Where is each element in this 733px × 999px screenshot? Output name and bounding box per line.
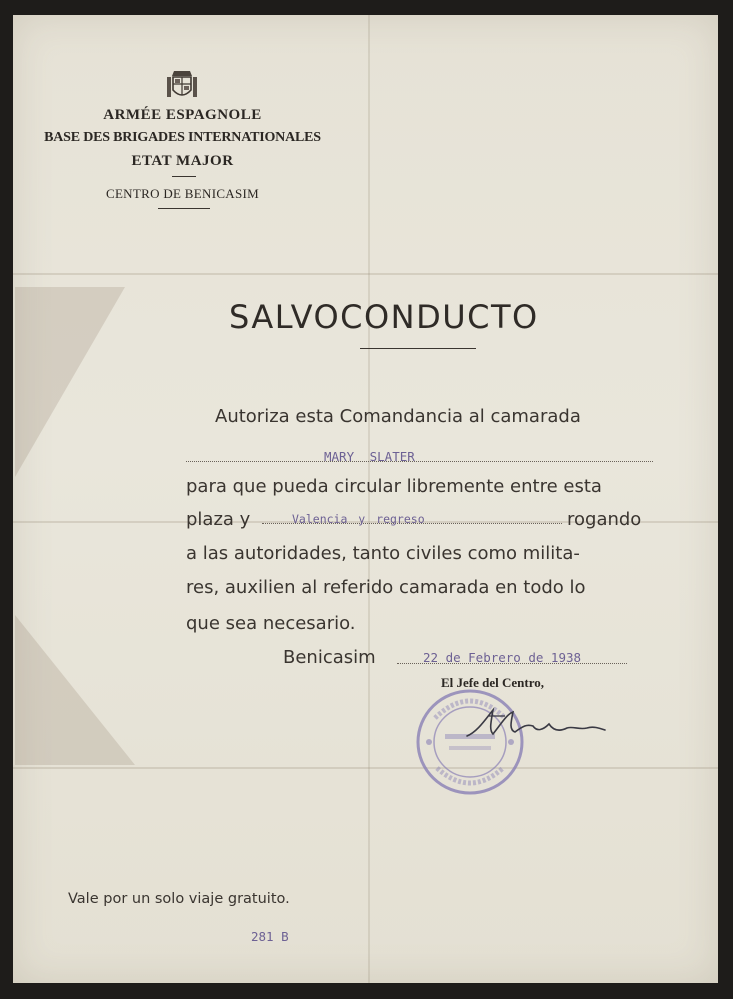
title-underline: [360, 348, 476, 349]
body-line-3-end: rogando: [567, 509, 642, 530]
body-line-5: res, auxilien al referido camarada en todo lo: [186, 577, 586, 598]
place: Benicasim: [283, 647, 376, 668]
body-line-4: a las autoridades, tanto civiles como milita-: [186, 543, 580, 564]
date: 22 de Febrero de 1938: [423, 650, 582, 665]
paper-stain: [15, 287, 125, 477]
header-army: ARMÉE ESPAGNOLE: [103, 107, 262, 123]
reference-number: 281 B: [251, 929, 289, 944]
fold-line: [368, 15, 370, 983]
destination: Valencia y regreso: [292, 512, 425, 526]
paper-stain: [15, 615, 135, 765]
signature-mark: [463, 702, 608, 746]
signatory-title: El Jefe del Centro,: [441, 675, 545, 690]
document-title: SALVOCONDUCTO: [229, 298, 539, 336]
body-line-3-start: plaza y: [186, 509, 251, 530]
header-base: BASE DES BRIGADES INTERNATIONALES: [44, 130, 321, 145]
fold-line: [13, 273, 718, 275]
header-divider: [158, 208, 210, 209]
spanish-coat-of-arms-icon: [165, 68, 199, 102]
fold-line: [13, 767, 718, 769]
body-line-6: que sea necesario.: [186, 613, 356, 634]
name-field-line: [186, 461, 653, 462]
header-center: CENTRO DE BENICASIM: [105, 186, 260, 201]
header-staff: ETAT MAJOR: [131, 153, 234, 169]
validity-note: Vale por un solo viaje gratuito.: [68, 891, 290, 907]
header-divider: [172, 176, 196, 177]
body-line-2: para que pueda circular libremente entre esta: [186, 476, 602, 497]
bearer-name: MARY SLATER: [324, 449, 415, 464]
body-line-1: Autoriza esta Comandancia al camarada: [215, 406, 581, 427]
